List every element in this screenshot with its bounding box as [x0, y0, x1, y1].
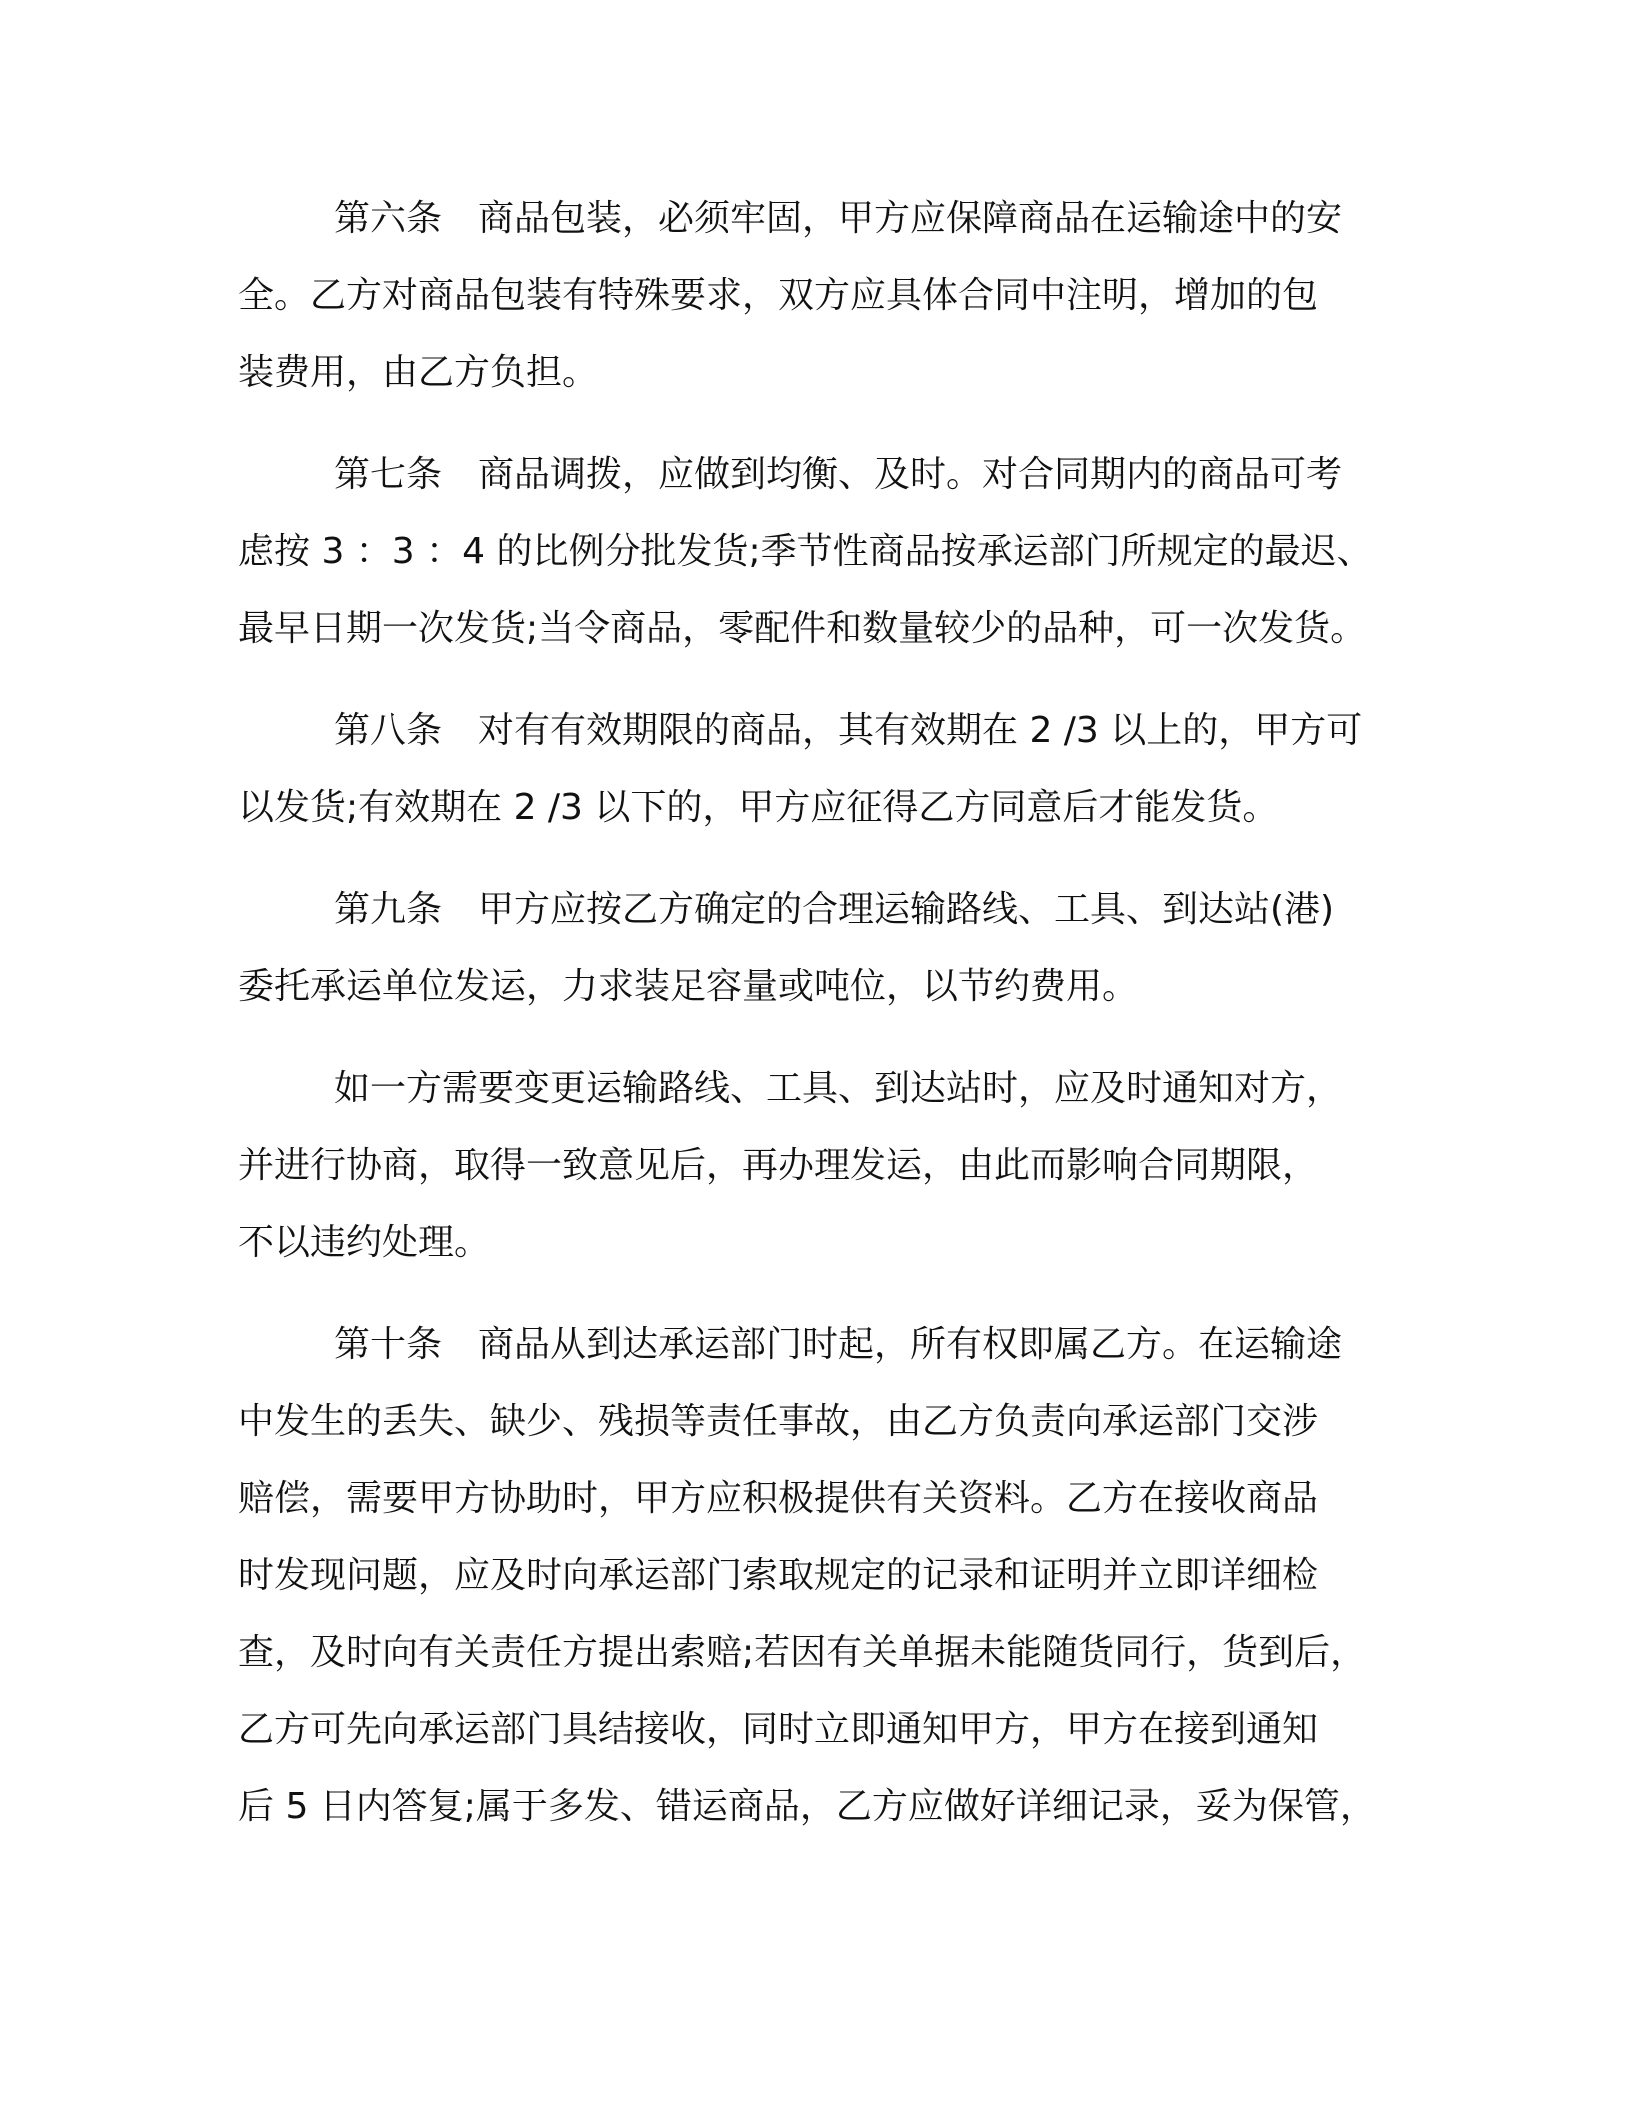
- paragraph-line: 后 5 日内答复;属于多发、错运商品，乙方应做好详细记录，妥为保管，: [238, 1786, 1376, 1827]
- article-number: 第八条: [334, 710, 443, 751]
- article-number: 第十条: [334, 1324, 443, 1365]
- paragraph-line: 以发货;有效期在 2 /3 以下的，甲方应征得乙方同意后才能发货。: [238, 787, 1279, 828]
- paragraph-line: 中发生的丢失、缺少、残损等责任事故，由乙方负责向承运部门交涉: [238, 1401, 1319, 1442]
- paragraph-line: 不以违约处理。: [238, 1222, 491, 1263]
- paragraph-line: [238, 692, 1398, 769]
- paragraph-line: 查，及时向有关责任方提出索赔;若因有关单据未能随货同行，货到后，: [238, 1632, 1367, 1673]
- paragraph-line: [238, 180, 1398, 257]
- paragraph-line: 赔偿，需要甲方协助时，甲方应积极提供有关资料。乙方在接收商品: [238, 1478, 1319, 1519]
- paragraph-line: [238, 871, 1398, 948]
- article-9-continuation-paragraph: [238, 1050, 1398, 1281]
- article-7-paragraph: [238, 436, 1398, 667]
- paragraph-line: 乙方可先向承运部门具结接收，同时立即通知甲方，甲方在接到通知: [238, 1709, 1319, 1750]
- paragraph-line: 最早日期一次发货;当令商品，零配件和数量较少的品种，可一次发货。: [238, 608, 1367, 649]
- line-text: 商品从到达承运部门时起，所有权即属乙方。在运输途: [478, 1324, 1343, 1365]
- line-text: 甲方应按乙方确定的合理运输路线、工具、到达站(港): [478, 889, 1335, 930]
- article-6-paragraph: [238, 180, 1398, 411]
- article-number: 第六条: [334, 198, 443, 239]
- line-text: 对有有效期限的商品，其有效期在 2 /3 以上的，甲方可: [478, 710, 1363, 751]
- article-number: 第七条: [334, 454, 443, 495]
- paragraph-line: 并进行协商，取得一致意见后，再办理发运，由此而影响合同期限，: [238, 1145, 1319, 1186]
- article-number: 第九条: [334, 889, 443, 930]
- article-9-paragraph: [238, 871, 1398, 1025]
- paragraph-line: 虑按 3 ：3 ：4 的比例分批发货;季节性商品按承运部门所规定的最迟、: [238, 531, 1373, 572]
- line-text: 商品包装，必须牢固，甲方应保障商品在运输途中的安: [478, 198, 1343, 239]
- paragraph-line: [238, 1306, 1398, 1383]
- article-8-paragraph: [238, 692, 1398, 846]
- paragraph-line: 装费用，由乙方负担。: [238, 352, 599, 393]
- paragraph-line: 委托承运单位发运，力求装足容量或吨位，以节约费用。: [238, 966, 1139, 1007]
- paragraph-line: 时发现问题，应及时向承运部门索取规定的记录和证明并立即详细检: [238, 1555, 1319, 1596]
- paragraph-line: [238, 436, 1398, 513]
- line-text: 商品调拨，应做到均衡、及时。对合同期内的商品可考: [478, 454, 1343, 495]
- paragraph-line: 如一方需要变更运输路线、工具、到达站时，应及时通知对方，: [334, 1068, 1343, 1109]
- paragraph-line: 全。乙方对商品包装有特殊要求，双方应具体合同中注明，增加的包: [238, 275, 1319, 316]
- article-10-paragraph: [238, 1306, 1398, 1845]
